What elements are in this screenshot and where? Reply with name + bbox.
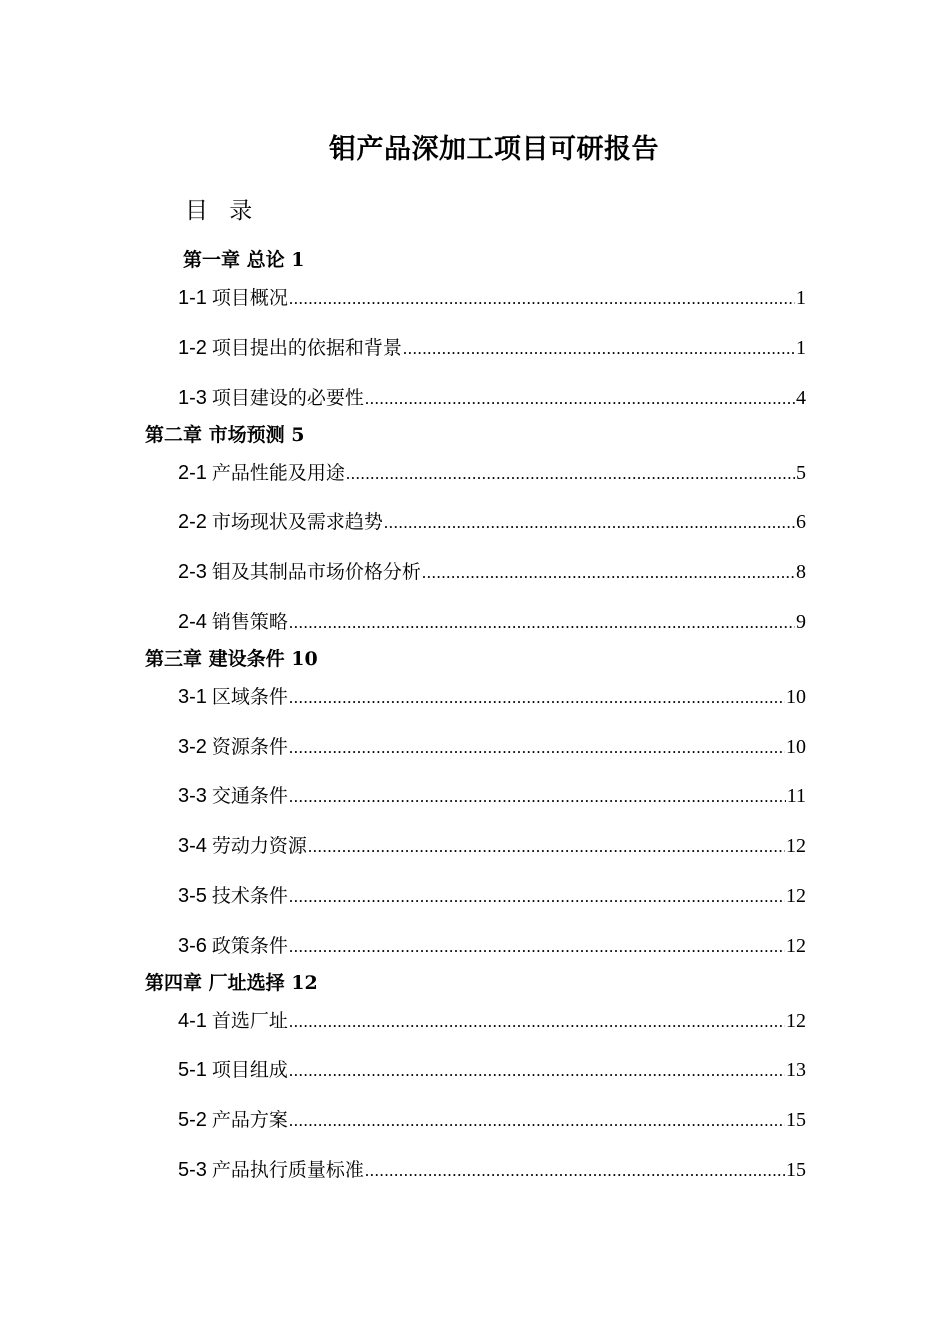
toc-entry-title: 技术条件 bbox=[211, 885, 288, 907]
toc-entry-title: 产品性能及用途 bbox=[211, 462, 345, 484]
toc-leader-dots bbox=[346, 457, 795, 491]
toc-entry-number: 1-2 bbox=[178, 337, 207, 359]
toc-entry-title: 项目概况 bbox=[211, 287, 288, 309]
toc-entry-title: 劳动力资源 bbox=[211, 835, 307, 857]
toc-leader-dots bbox=[289, 731, 785, 765]
toc-entry[interactable] bbox=[178, 1004, 806, 1038]
toc-entry-page: 11 bbox=[786, 785, 806, 807]
toc-chapter-text: 第二章 市场预测 5 bbox=[145, 424, 305, 446]
toc-entry-title: 项目提出的依据和背景 bbox=[211, 337, 402, 359]
toc-chapter-text: 第三章 建设条件 10 bbox=[145, 648, 318, 670]
toc-leader-dots bbox=[422, 556, 795, 590]
toc-entry-number: 2-1 bbox=[178, 462, 207, 484]
toc-entry-title: 项目建设的必要性 bbox=[211, 387, 364, 409]
toc-entry-number: 3-4 bbox=[178, 835, 207, 857]
toc-entry[interactable] bbox=[178, 281, 806, 315]
toc-entry-title: 资源条件 bbox=[211, 736, 288, 758]
toc-leader-dots bbox=[289, 1054, 785, 1088]
toc-entry-number: 4-1 bbox=[178, 1010, 207, 1032]
toc-entry-title: 项目组成 bbox=[211, 1059, 288, 1081]
toc-entry-title: 钼及其制品市场价格分析 bbox=[211, 561, 421, 583]
toc-entry-page: 1 bbox=[796, 287, 806, 309]
toc-leader-dots bbox=[365, 1154, 785, 1188]
toc-chapter-text: 第四章 厂址选择 12 bbox=[145, 972, 318, 994]
toc-leader-dots bbox=[365, 382, 795, 416]
toc-entry[interactable] bbox=[178, 929, 806, 963]
toc-entry-title: 产品执行质量标准 bbox=[211, 1159, 364, 1181]
toc-chapter[interactable] bbox=[145, 642, 318, 676]
toc-entry-page: 9 bbox=[796, 611, 806, 633]
toc-entry-page: 13 bbox=[786, 1059, 806, 1081]
toc-entry-page: 1 bbox=[796, 337, 806, 359]
toc-leader-dots bbox=[289, 1104, 785, 1138]
toc-entry[interactable] bbox=[178, 605, 806, 639]
toc-entry-number: 1-1 bbox=[178, 287, 207, 309]
toc-entry-number: 2-4 bbox=[178, 611, 207, 633]
toc-leader-dots bbox=[384, 506, 795, 540]
toc-entry[interactable] bbox=[178, 555, 806, 589]
toc-entry-title: 产品方案 bbox=[211, 1109, 288, 1131]
toc-entry[interactable] bbox=[178, 331, 806, 365]
toc-leader-dots bbox=[289, 282, 795, 316]
toc-entry-title: 区域条件 bbox=[211, 686, 288, 708]
toc-leader-dots bbox=[308, 830, 785, 864]
toc-entry-page: 10 bbox=[786, 736, 806, 758]
toc-entry[interactable] bbox=[178, 456, 806, 490]
toc-entry-number: 5-1 bbox=[178, 1059, 207, 1081]
toc-entry[interactable] bbox=[178, 829, 806, 863]
toc-entry-page: 12 bbox=[786, 835, 806, 857]
toc-entry-page: 6 bbox=[796, 511, 806, 533]
toc-entry-page: 12 bbox=[786, 1010, 806, 1032]
toc-entry[interactable] bbox=[178, 779, 806, 813]
toc-entry-number: 2-2 bbox=[178, 511, 207, 533]
toc-entry[interactable] bbox=[178, 1053, 806, 1087]
toc-entry-number: 5-3 bbox=[178, 1159, 207, 1181]
toc-entry[interactable] bbox=[178, 730, 806, 764]
toc-entry-page: 8 bbox=[796, 561, 806, 583]
toc-leader-dots bbox=[289, 1005, 785, 1039]
toc-entry-page: 12 bbox=[786, 885, 806, 907]
toc-entry-number: 5-2 bbox=[178, 1109, 207, 1131]
toc-leader-dots bbox=[289, 681, 785, 715]
toc-entry-number: 2-3 bbox=[178, 561, 207, 583]
toc-entry-title: 政策条件 bbox=[211, 935, 288, 957]
toc-leader-dots bbox=[289, 606, 795, 640]
toc-entry-title: 市场现状及需求趋势 bbox=[211, 511, 383, 533]
toc-entry-page: 4 bbox=[796, 387, 806, 409]
document-title: 钼产品深加工项目可研报告 bbox=[329, 134, 659, 165]
toc-entry-page: 5 bbox=[796, 462, 806, 484]
toc-entry-number: 3-6 bbox=[178, 935, 207, 957]
toc-entry[interactable] bbox=[178, 505, 806, 539]
toc-entry-title: 交通条件 bbox=[211, 785, 288, 807]
toc-leader-dots bbox=[403, 332, 795, 366]
toc-chapter[interactable] bbox=[145, 966, 318, 1000]
toc-chapter[interactable] bbox=[145, 418, 304, 452]
toc-entry[interactable] bbox=[178, 1103, 806, 1137]
toc-entry-page: 10 bbox=[786, 686, 806, 708]
toc-entry[interactable] bbox=[178, 680, 806, 714]
toc-heading: 目 录 bbox=[185, 198, 260, 224]
toc-chapter-text: 第一章 总论 1 bbox=[183, 249, 305, 271]
toc-entry[interactable] bbox=[178, 381, 806, 415]
toc-leader-dots bbox=[289, 930, 785, 964]
toc-entry[interactable] bbox=[178, 879, 806, 913]
toc-entry-page: 12 bbox=[786, 935, 806, 957]
toc-entry-number: 3-1 bbox=[178, 686, 207, 708]
toc-leader-dots bbox=[289, 880, 785, 914]
toc-entry-page: 15 bbox=[786, 1109, 806, 1131]
toc-entry-number: 1-3 bbox=[178, 387, 207, 409]
toc-entry[interactable] bbox=[178, 1153, 806, 1187]
toc-entry-page: 15 bbox=[786, 1159, 806, 1181]
toc-entry-number: 3-5 bbox=[178, 885, 207, 907]
toc-entry-number: 3-2 bbox=[178, 736, 207, 758]
toc-leader-dots bbox=[289, 780, 786, 814]
toc-entry-title: 销售策略 bbox=[211, 611, 288, 633]
toc-chapter[interactable] bbox=[183, 243, 304, 277]
toc-entry-number: 3-3 bbox=[178, 785, 207, 807]
toc-entry-title: 首选厂址 bbox=[211, 1010, 288, 1032]
